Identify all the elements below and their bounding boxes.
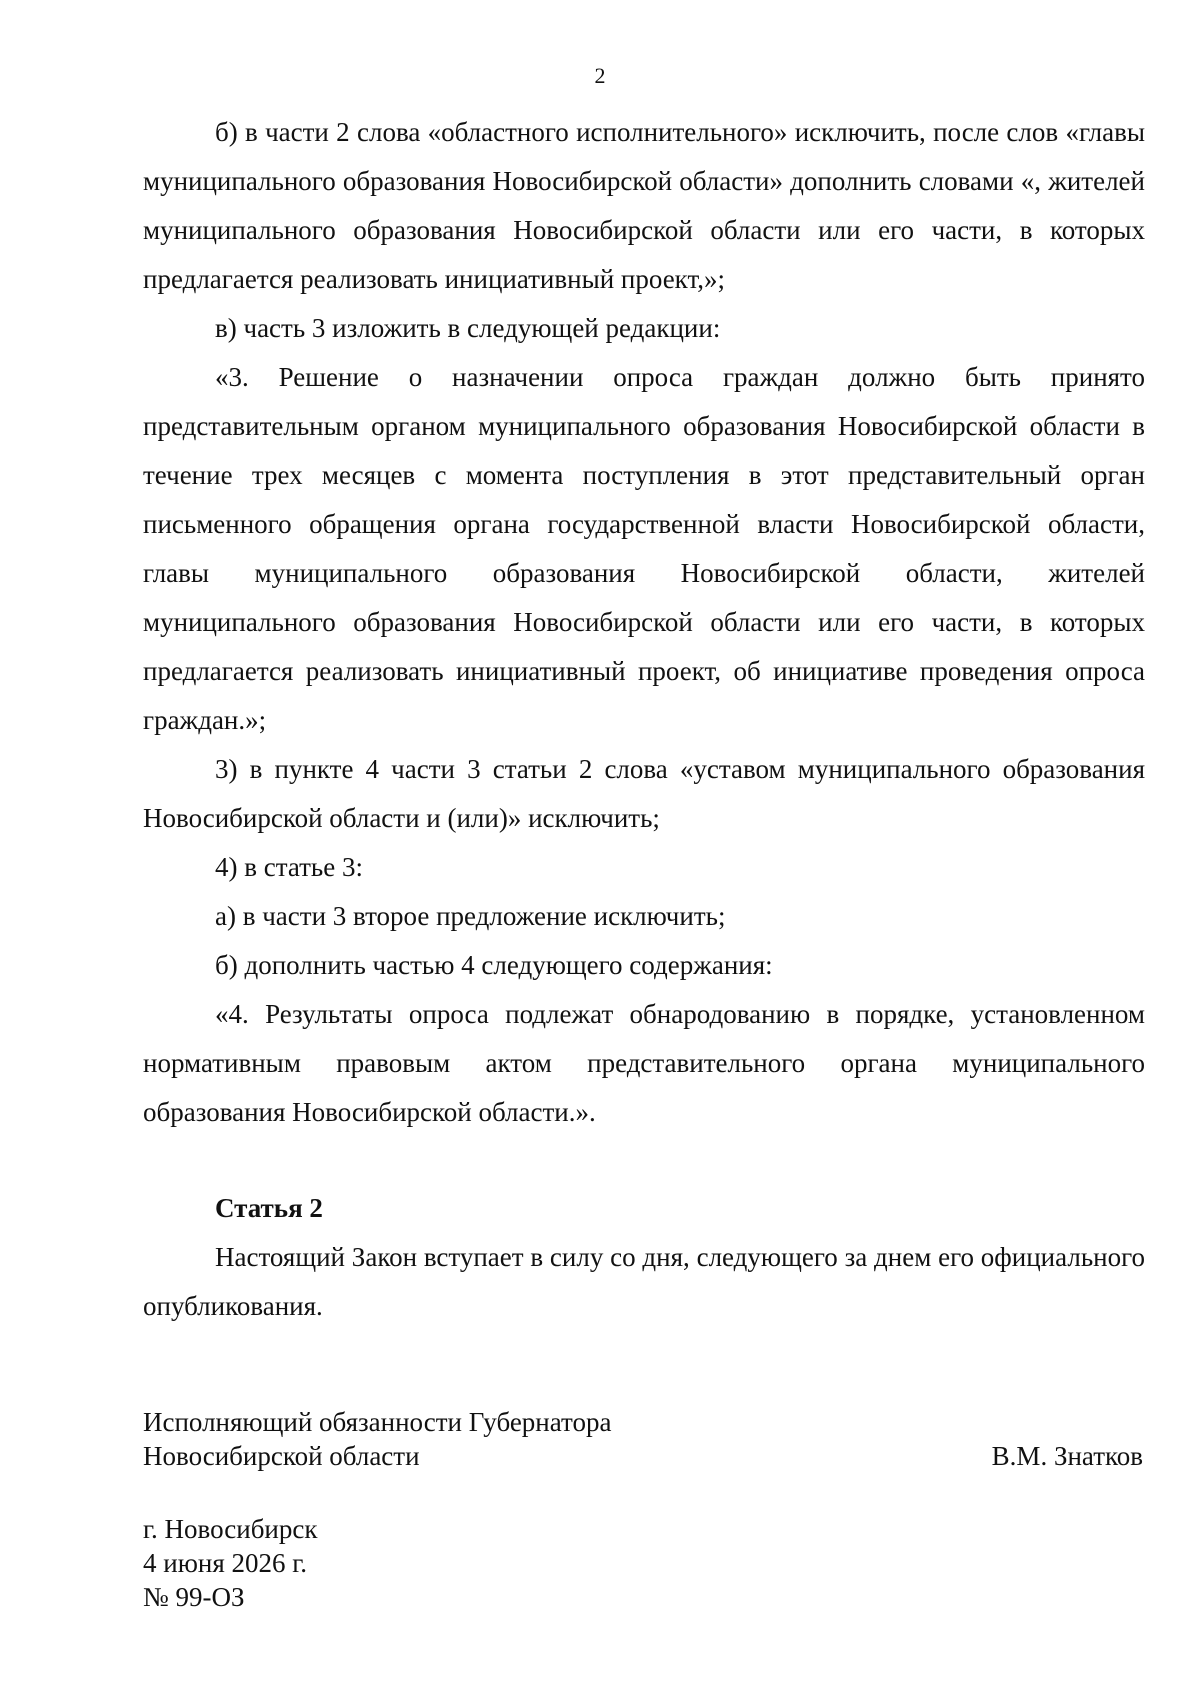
article-2-heading: Статья 2 <box>215 1193 323 1223</box>
document-footer <box>143 1512 318 1614</box>
document-date: 4 июня 2026 г. <box>143 1548 308 1578</box>
paragraph-amendment-v: в) часть 3 изложить в следующей редакции: <box>215 313 721 343</box>
signatory-position-line1: Исполняющий обязанности Губернатора <box>143 1407 612 1437</box>
paragraph-point-4a: а) в части 3 второе предложение исключить; <box>215 901 726 931</box>
paragraph-new-part-3: «3. Решение о назначении опроса граждан должно быть принято представительным органом муниципального образования Новосибирской области в течение трех месяцев с момента поступления в этот представительный орган письменного обращения органа государственной власти Новосибирской области, главы муниципального образования Новосибирской области, жителей муниципального образования Новосибирской области или его части, в которых предлагается реализовать инициативный проект, об инициативе проведения опроса граждан.»; <box>143 362 1145 735</box>
paragraph-point-4b: б) дополнить частью 4 следующего содержания: <box>215 950 773 980</box>
paragraph-amendment-b: б) в части 2 слова «областного исполнительного» исключить, после слов «главы муниципального образования Новосибирской области» дополнить словами «, жителей муниципального образования Новосибирской области или его части, в которых предлагается реализовать инициативный проект,»; <box>143 117 1145 294</box>
article-2-section <box>143 1184 1145 1331</box>
document-number: № 99-ОЗ <box>143 1582 245 1612</box>
signatory-name: В.М. Знатков <box>991 1441 1143 1471</box>
signature-row <box>143 1439 1143 1473</box>
signatory-position-line2: Новосибирской области <box>143 1441 420 1471</box>
document-city: г. Новосибирск <box>143 1514 318 1544</box>
paragraph-point-3: 3) в пункте 4 части 3 статьи 2 слова «уставом муниципального образования Новосибирской области и (или)» исключить; <box>143 754 1145 833</box>
paragraph-new-part-4: «4. Результаты опроса подлежат обнародованию в порядке, установленном нормативным правовым актом представительного органа муниципального образования Новосибирской области.». <box>143 999 1145 1127</box>
article-2-text: Настоящий Закон вступает в силу со дня, следующего за днем его официального опубликования. <box>143 1242 1145 1321</box>
law-amendments-text <box>143 108 1145 1137</box>
paragraph-point-4: 4) в статье 3: <box>215 852 363 882</box>
page-number: 2 <box>594 63 606 88</box>
signature-block <box>143 1405 1143 1473</box>
